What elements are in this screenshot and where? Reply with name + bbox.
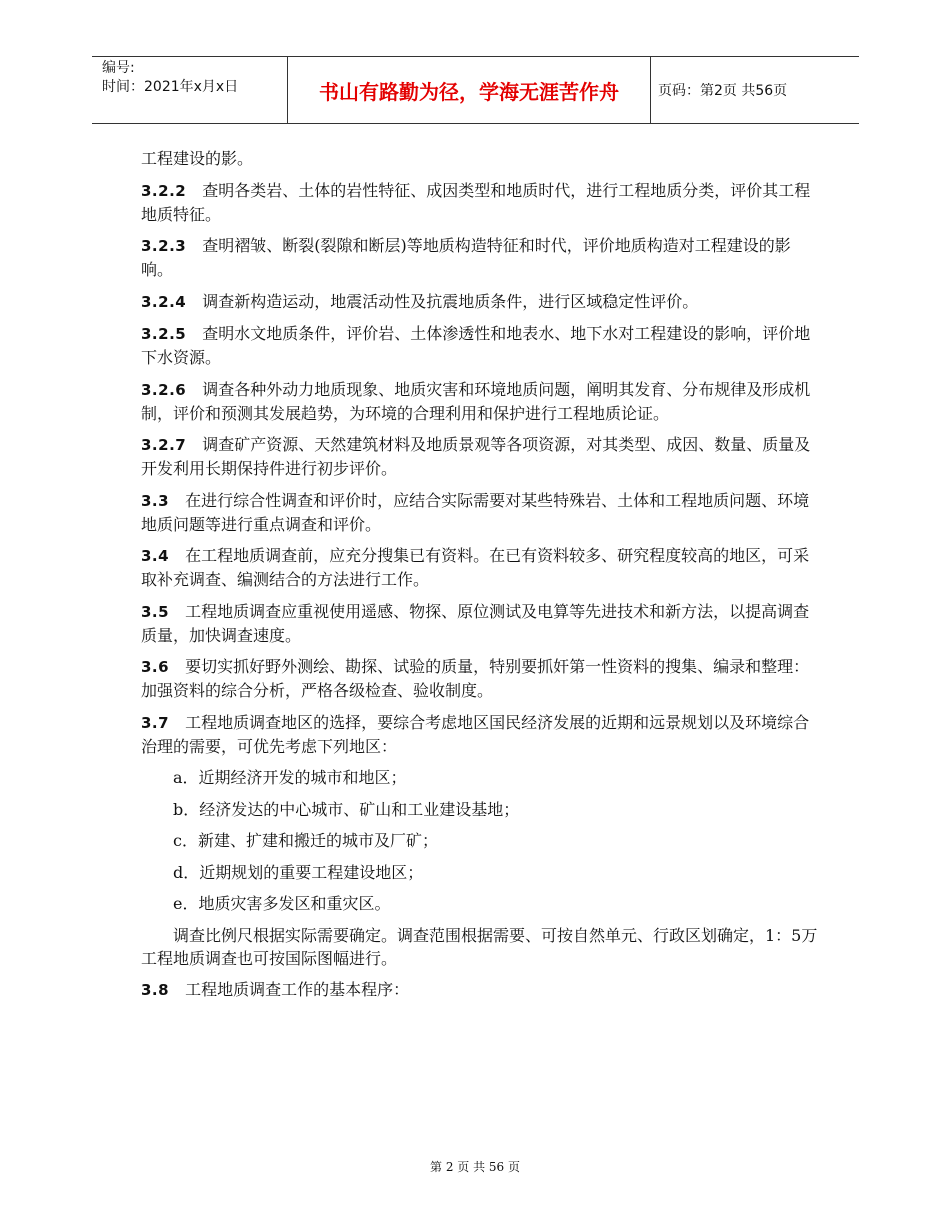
paragraph-text: 调查各种外动力地质现象、地质灾害和环境地质问题，阐明其发育、分布规律及形成机制，评价和预测其发展趋势，为环境的合理利用和保护进行工程地质论证。 — [141, 379, 811, 423]
section-number: 3.3 — [141, 491, 170, 510]
paragraph — [141, 711, 821, 758]
paragraph — [141, 147, 821, 170]
paragraph-text: 在进行综合性调查和评价时，应结合实际需要对某些特殊岩、土体和工程地质问题、环境地质问题等进行重点调查和评价。 — [141, 490, 810, 534]
section-number: 3.5 — [141, 602, 170, 621]
paragraph — [141, 978, 821, 1002]
scale-paragraph: 调查比例尺根据实际需要确定。调查范围根据需要、可按自然单元、行政区划确定，1：5万工程地质调查也可按国际图幅进行。 — [141, 925, 818, 968]
list-item: a．近期经济开发的城市和地区； — [173, 768, 407, 787]
paragraph-text: 调查矿产资源、天然建筑材料及地质景观等各项资源，对其类型、成因、数量、质量及开发利用长期保持件进行初步评价。 — [141, 435, 811, 478]
header-page-info: 页码：第2页 共56页 — [658, 83, 788, 99]
list-item: d．近期规划的重要工程建设地区； — [173, 862, 424, 882]
paragraph — [141, 600, 821, 647]
page-footer: 第 2 页 共 56 页 — [430, 1160, 520, 1174]
section-number: 3.8 — [141, 981, 170, 999]
page-header — [92, 56, 859, 124]
paragraph-text: 工程地质调查工作的基本程序： — [185, 980, 410, 999]
section-number: 3.2.6 — [141, 380, 187, 399]
paragraph-text: 查明各类岩、土体的岩性特征、成因类型和地质时代，进行工程地质分类，评价其工程地质特征。 — [141, 180, 811, 224]
section-number: 3.2.5 — [141, 325, 187, 343]
paragraph-text: 查明褶皱、断裂(裂隙和断层)等地质构造特征和时代，评价地质构造对工程建设的影响。 — [141, 236, 791, 279]
section-number: 3.6 — [141, 658, 170, 676]
paragraph — [141, 489, 821, 536]
paragraph-text: 要切实抓好野外测绘、勘探、试验的质量，特别要抓奸第一性资料的搜集、编录和整理：加强资料的综合分析，严格各级检查、验收制度。 — [141, 657, 810, 700]
header-divider — [650, 57, 651, 123]
list-item: c．新建、扩建和搬迁的城市及厂矿； — [173, 831, 438, 850]
section-number: 3.7 — [141, 713, 170, 732]
paragraph — [141, 234, 821, 281]
paragraph — [141, 322, 821, 369]
list-item: e．地质灾害多发区和重灾区。 — [173, 894, 391, 913]
section-number: 3.2.4 — [141, 292, 187, 311]
section-number: 3.2.3 — [141, 237, 187, 255]
paragraph-text: 调查新构造运动，地震活动性及抗震地质条件，进行区域稳定性评价。 — [202, 291, 699, 311]
paragraph — [141, 378, 821, 425]
paragraph — [141, 179, 821, 226]
section-number: 3.4 — [141, 547, 170, 565]
document-body — [141, 147, 821, 1011]
paragraph — [141, 544, 821, 591]
paragraph-text: 工程地质调查地区的选择，要综合考虑地区国民经济发展的近期和远景规划以及环境综合治理的需要，可优先考虑下列地区： — [141, 712, 810, 756]
header-meta — [102, 59, 282, 97]
time-label: 时间：2021年x月x日 — [102, 79, 239, 95]
section-number: 3.2.7 — [141, 436, 187, 454]
paragraph — [141, 433, 821, 480]
number-label: 编号: — [102, 60, 135, 76]
paragraph-text: 工程地质调查应重视使用遥感、物探、原位测试及电算等先进技术和新方法，以提高调查质量，加快调查速度。 — [141, 601, 810, 645]
list-item: b．经济发达的中心城市、矿山和工业建设基地； — [173, 799, 520, 819]
paragraph-text: 在工程地质调查前，应充分搜集已有资料。在已有资料较多、研究程度较高的地区，可采取补充调查、编测结合的方法进行工作。 — [141, 546, 810, 589]
paragraph-text: 工程建设的影。 — [141, 149, 254, 168]
paragraph-text: 查明水文地质条件，评价岩、土体渗透性和地表水、地下水对工程建设的影响，评价地下水资源。 — [141, 324, 811, 367]
paragraph — [141, 290, 821, 314]
header-motto: 书山有路勤为径，学海无涯苦作舟 — [319, 79, 619, 104]
section-number: 3.2.2 — [141, 181, 187, 200]
paragraph — [141, 655, 821, 702]
